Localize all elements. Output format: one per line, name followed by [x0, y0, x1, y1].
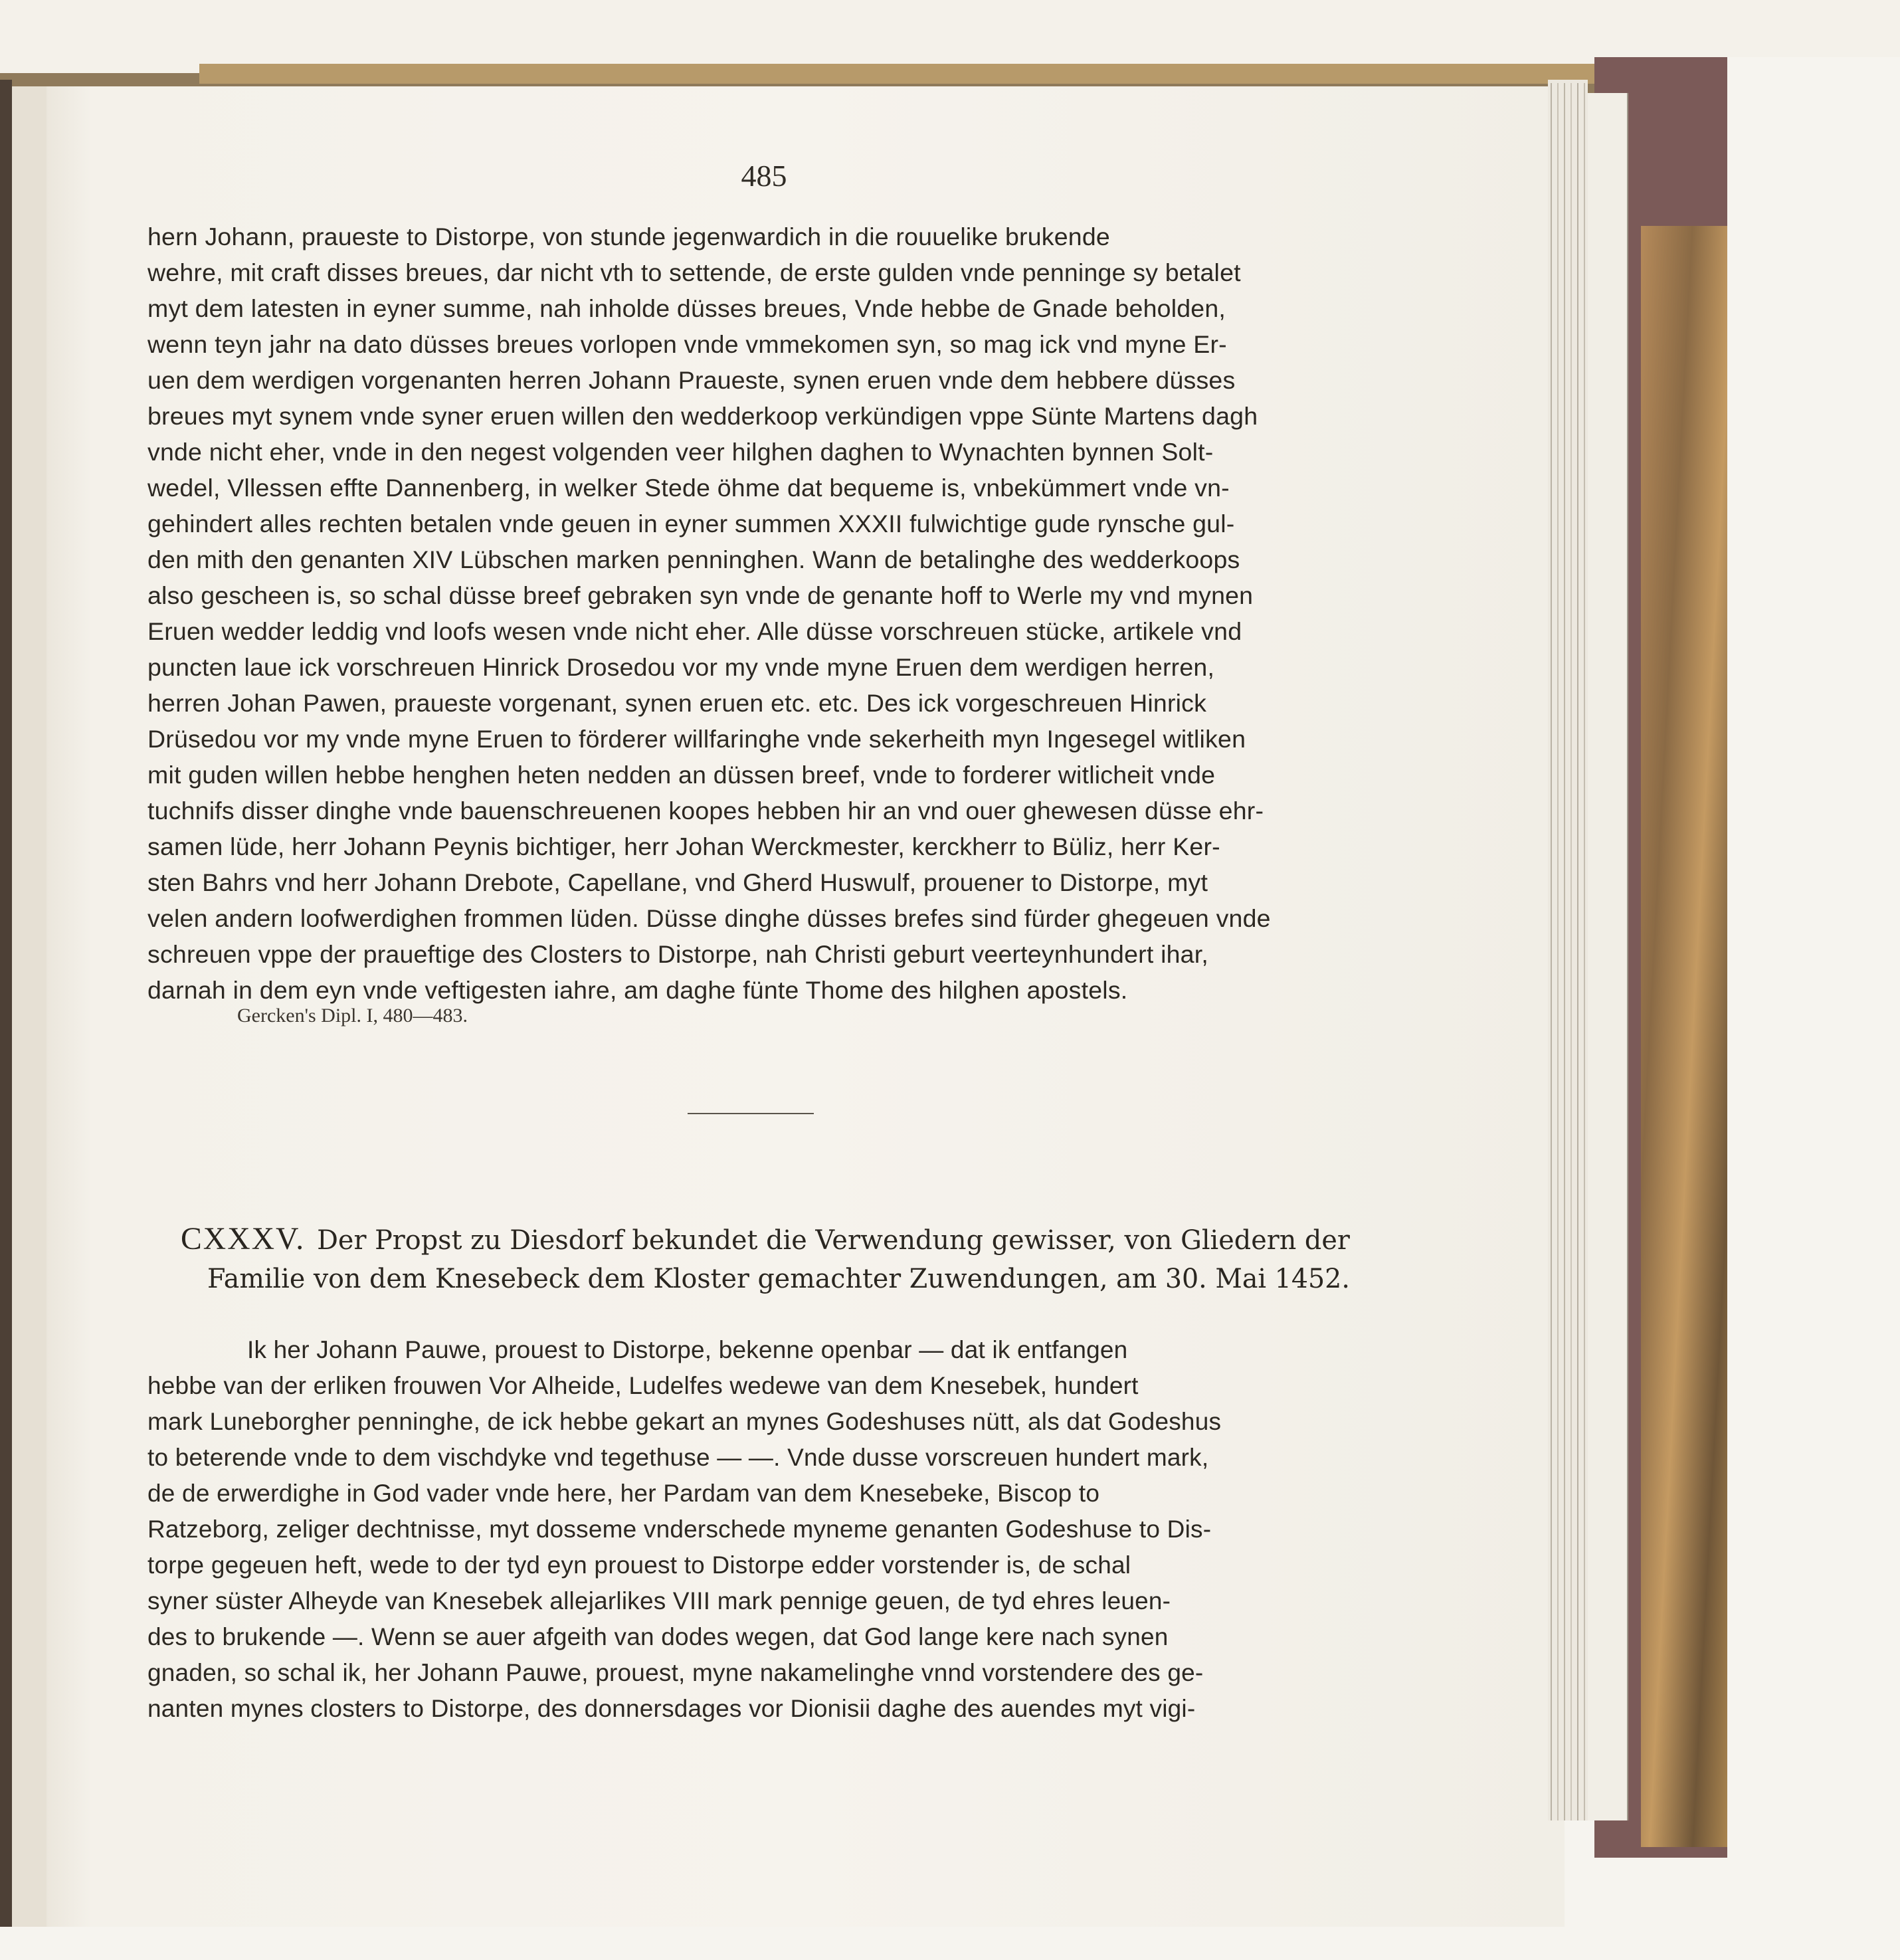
text-line: hebbe van der erliken frouwen Vor Alheide, Ludelfes wedewe van dem Knesebek, hundert: [147, 1372, 1139, 1399]
text-line: darnah in dem eyn vnde veftigesten iahre, am daghe fünte Thome des hilghen apostels.: [147, 976, 1128, 1004]
text-line: Drüsedou vor my vnde myne Eruen to förderer willfaringhe vnde sekerheith myn Ingesegel witliken: [147, 725, 1246, 753]
text-line: den mith den genanten XIV Lübschen marken penninghen. Wann de betalinghe des wedderkoops: [147, 545, 1240, 573]
source-citation: Gercken's Dipl. I, 480—483.: [237, 1005, 468, 1027]
text-line: Eruen wedder leddig vnd loofs wesen vnde nicht eher. Alle düsse vorschreuen stücke, artikele vnd: [147, 617, 1242, 645]
text-line: torpe gegeuen heft, wede to der tyd eyn prouest to Distorpe edder vorstender is, de schal: [147, 1551, 1131, 1579]
text-line: de de erwerdighe in God vader vnde here, her Pardam van dem Knesebeke, Biscop to: [147, 1480, 1100, 1507]
section-divider: [688, 1113, 814, 1114]
text-line: Ik her Johann Pauwe, prouest to Distorpe, bekenne openbar — dat ik entfangen: [247, 1336, 1128, 1363]
text-line: hern Johann, praueste to Distorpe, von stunde jegenwardich in die rouuelike brukende: [147, 223, 1110, 250]
text-line: myt dem latesten in eyner summe, nah inholde düsses breues, Vnde hebbe de Gnade beholden,: [147, 294, 1226, 322]
text-line: schreuen vppe der praueftige des Closters to Distorpe, nah Christi geburt veerteynhundert ihar,: [147, 940, 1208, 968]
text-line: sten Bahrs vnd herr Johann Drebote, Capellane, vnd Gherd Huswulf, prouener to Distorpe, myt: [147, 868, 1208, 896]
text-line: Ratzeborg, zeliger dechtnisse, myt dosseme vnderschede myneme genanten Godeshuse to Dis-: [147, 1516, 1212, 1543]
text-line: to beterende vnde to dem vischdyke vnd tegethuse — —. Vnde dusse vorscreuen hundert mark,: [147, 1444, 1209, 1471]
text-line: velen andern loofwerdighen frommen lüden. Düsse dinghe düsses brefes sind fürder ghegeuen vnde: [147, 904, 1271, 932]
text-line: wenn teyn jahr na dato düsses breues vorlopen vnde vmmekomen syn, so mag ick vnd myne Er-: [147, 330, 1227, 358]
text-line: mit guden willen hebbe henghen heten nedden an düssen breef, vnde to forderer witlicheit vnde: [147, 761, 1216, 789]
text-line: syner süster Alheyde van Knesebek allejarlikes VIII mark pennige geuen, de tyd ehres leuen-: [147, 1587, 1171, 1615]
text-line: gehindert alles rechten betalen vnde geuen in eyner summen XXXII fulwichtige gude rynsche gul-: [147, 510, 1235, 538]
text-line: herren Johan Pawen, praueste vorgenant, synen eruen etc. etc. Des ick vorgeschreuen Hinrick: [147, 689, 1207, 717]
section-number: CXXXV.: [181, 1221, 306, 1256]
text-line: nanten mynes closters to Distorpe, des donnersdages vor Dionisii daghe des auendes myt vigi-: [147, 1695, 1196, 1722]
text-line: wehre, mit craft disses breues, dar nicht vth to settende, de erste gulden vnde penninge sy betalet: [147, 258, 1241, 286]
section-title-line-2: Familie von dem Knesebeck dem Kloster gemachter Zuwendungen, am 30. Mai 1452.: [207, 1264, 1350, 1294]
text-line: samen lüde, herr Johann Peynis bichtiger, herr Johan Werckmester, kerckherr to Büliz, herr Ker-: [147, 833, 1220, 860]
text-line: mark Luneborgher penninghe, de ick hebbe gekart an mynes Godeshuses nütt, als dat Godeshus: [147, 1408, 1222, 1435]
text-line: des to brukende —. Wenn se auer afgeith van dodes wegen, dat God lange kere nach synen: [147, 1623, 1169, 1650]
text-line: gnaden, so schal ik, her Johann Pauwe, prouest, myne nakamelinghe vnnd vorstendere des ge-: [147, 1659, 1204, 1686]
text-line: wedel, Vllessen effte Dannenberg, in welker Stede öhme dat bequeme is, vnbekümmert vnde vn-: [147, 474, 1230, 502]
text-line: uen dem werdigen vorgenanten herren Johann Praueste, synen eruen vnde dem hebbere düsses: [147, 366, 1236, 394]
text-line: vnde nicht eher, vnde in den negest volgenden veer hilghen daghen to Wynachten bynnen Solt-: [147, 438, 1214, 466]
text-line: tuchnifs disser dinghe vnde bauenschreuenen koopes hebben hir an vnd ouer ghewesen düsse ehr-: [147, 797, 1264, 825]
text-line: also gescheen is, so schal düsse breef gebraken syn vnde de genante hoff to Werle my vnd mynen: [147, 581, 1254, 609]
section-heading-line-1: [181, 1220, 1350, 1260]
section-title-line-1: Der Propst zu Diesdorf bekundet die Verwendung gewisser, von Gliedern der: [317, 1225, 1350, 1256]
text-line: puncten laue ick vorschreuen Hinrick Drosedou vor my vnde myne Eruen dem werdigen herren,: [147, 653, 1215, 681]
page-number: 485: [741, 159, 787, 193]
text-line: breues myt synem vnde syner eruen willen den wedderkoop verkündigen vppe Sünte Martens dagh: [147, 402, 1258, 430]
